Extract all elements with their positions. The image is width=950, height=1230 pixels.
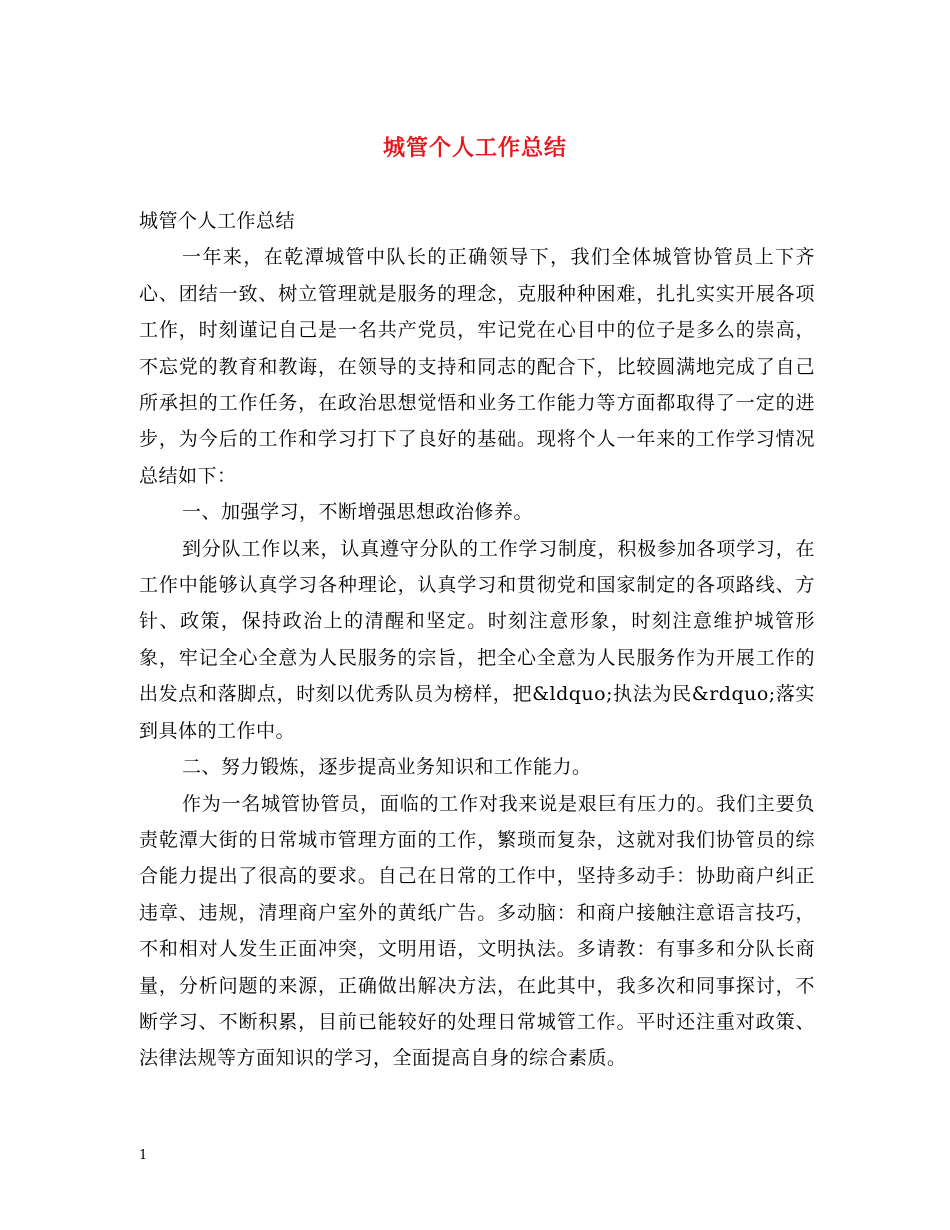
paragraph-study: 到分队工作以来，认真遵守分队的工作学习制度，积极参加各项学习，在工作中能够认真学习各种理论，认真学习和贯彻党和国家制定的各项路线、方针、政策，保持政治上的清醒和坚定。时刻注意形象，时刻注意维护城管形象，牢记全心全意为人民服务的宗旨，把全心全意为人民服务作为开展工作的出发点和落脚点，时刻以优秀队员为榜样，把&ldquo;执法为民&rdquo;落实到具体的工作中。 xyxy=(139,537,815,742)
section-heading-study: 一、加强学习，不断增强思想政治修养。 xyxy=(182,501,534,524)
document-body xyxy=(139,203,815,1077)
paragraph-intro: 一年来，在乾潭城管中队长的正确领导下，我们全体城管协管员上下齐心、团结一致、树立管理就是服务的理念，克服种种困难，扎扎实实开展各项工作，时刻谨记自己是一名共产党员，牢记党在心目中的位子是多么的崇高，不忘党的教育和教诲，在领导的支持和同志的配合下，比较圆满地完成了自己所承担的工作任务，在政治思想觉悟和业务工作能力等方面都取得了一定的进步，为今后的工作和学习打下了良好的基础。现将个人一年来的工作学习情况总结如下： xyxy=(139,246,815,487)
paragraph-training: 作为一名城管协管员，面临的工作对我来说是艰巨有压力的。我们主要负责乾潭大街的日常城市管理方面的工作，繁琐而复杂，这就对我们协管员的综合能力提出了很高的要求。自己在日常的工作中，坚持多动手：协助商户纠正违章、违规，清理商户室外的黄纸广告。多动脑：和商户接触注意语言技巧，不和相对人发生正面冲突，文明用语，文明执法。多请教：有事多和分队长商量，分析问题的来源，正确做出解决方法，在此其中，我多次和同事探讨，不断学习、不断积累，目前已能较好的处理日常城管工作。平时还注重对政策、法律法规等方面知识的学习，全面提高自身的综合素质。 xyxy=(139,792,815,1070)
page-number: 1 xyxy=(139,1148,148,1163)
document-title: 城管个人工作总结 xyxy=(382,135,567,161)
paragraph-heading: 城管个人工作总结 xyxy=(139,210,296,232)
section-heading-training: 二、努力锻炼，逐步提高业务知识和工作能力。 xyxy=(182,756,592,779)
